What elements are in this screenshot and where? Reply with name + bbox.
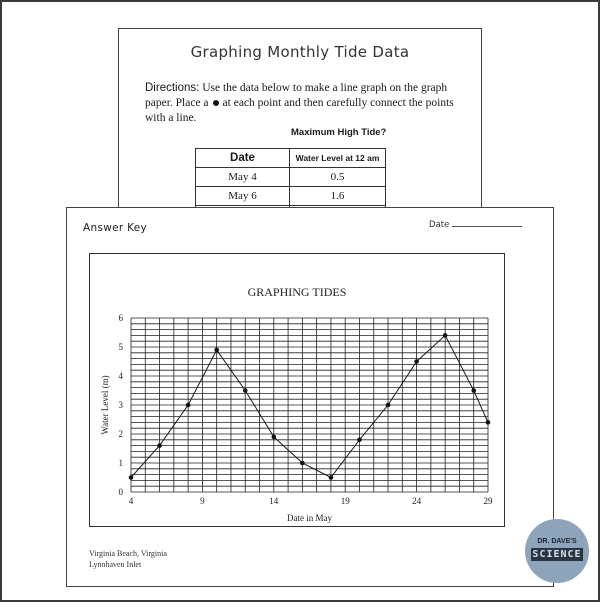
y-axis-ticks [119, 313, 124, 497]
data-point [129, 475, 134, 480]
date-line [452, 226, 522, 227]
x-axis-label: Date in May [287, 513, 332, 523]
x-tick-label: 29 [483, 496, 493, 506]
directions-lead: Directions: [145, 82, 200, 94]
data-point [186, 403, 191, 408]
x-axis-ticks [129, 496, 493, 506]
data-point [414, 359, 419, 364]
worksheet-directions [145, 81, 465, 126]
worksheet-card [118, 28, 482, 230]
x-tick-label: 9 [200, 496, 205, 506]
logo-line1: DR. DAVE'S [537, 538, 577, 545]
y-axis-label: Water Level (m) [100, 375, 110, 435]
footer-inlet: Lynnhaven Inlet [89, 560, 142, 569]
date-field [429, 220, 522, 230]
answer-key-title: Answer Key [83, 222, 148, 234]
x-tick-label: 24 [412, 496, 422, 506]
table-row [196, 168, 386, 187]
date-label: Date [429, 220, 450, 230]
x-tick-label: 4 [128, 496, 134, 506]
x-tick-label: 19 [340, 496, 350, 506]
header-water-level: Water Level at 12 am [290, 149, 386, 168]
data-point [486, 420, 491, 425]
cell-date: May 6 [196, 187, 290, 206]
directions-part2: at each point and then carefully connect the points with a line. [145, 97, 454, 124]
point-dot-icon [213, 100, 219, 106]
series-line [131, 335, 488, 477]
chart-box [89, 253, 505, 527]
y-tick-label: 5 [118, 342, 123, 352]
data-point [243, 388, 248, 393]
tide-line-chart [90, 254, 504, 526]
data-points [129, 333, 491, 480]
data-point [329, 475, 334, 480]
cell-level: 1.6 [290, 187, 386, 206]
table-question: Maximum High Tide? [291, 127, 387, 138]
y-tick-label: 4 [118, 371, 123, 381]
cell-level: 0.5 [290, 168, 386, 187]
data-point [272, 435, 277, 440]
data-point [300, 461, 305, 466]
data-point [386, 403, 391, 408]
location-footer [89, 548, 167, 570]
y-tick-label: 2 [118, 429, 123, 439]
brand-logo [525, 519, 589, 583]
y-tick-label: 6 [118, 313, 123, 323]
chart-grid [131, 318, 488, 492]
answer-key-card [66, 207, 554, 587]
chart-title: GRAPHING TIDES [247, 285, 347, 299]
table-header-row [196, 149, 386, 168]
y-tick-label: 3 [118, 400, 123, 410]
logo-line2: SCIENCE [532, 549, 582, 560]
data-point [357, 438, 362, 443]
footer-city: Virginia Beach, Virginia [89, 549, 167, 558]
x-tick-label: 14 [269, 496, 279, 506]
cell-date: May 4 [196, 168, 290, 187]
y-tick-label: 1 [118, 458, 123, 468]
header-date: Date [196, 149, 290, 168]
directions-part1: Use the data below to make a line graph on the graph paper. Place a [145, 82, 448, 109]
worksheet-title: Graphing Monthly Tide Data [190, 43, 410, 61]
data-point [443, 333, 448, 338]
table-row [196, 187, 386, 206]
data-point [214, 348, 219, 353]
data-point [471, 388, 476, 393]
data-point [157, 443, 162, 448]
y-tick-label: 0 [118, 487, 123, 497]
